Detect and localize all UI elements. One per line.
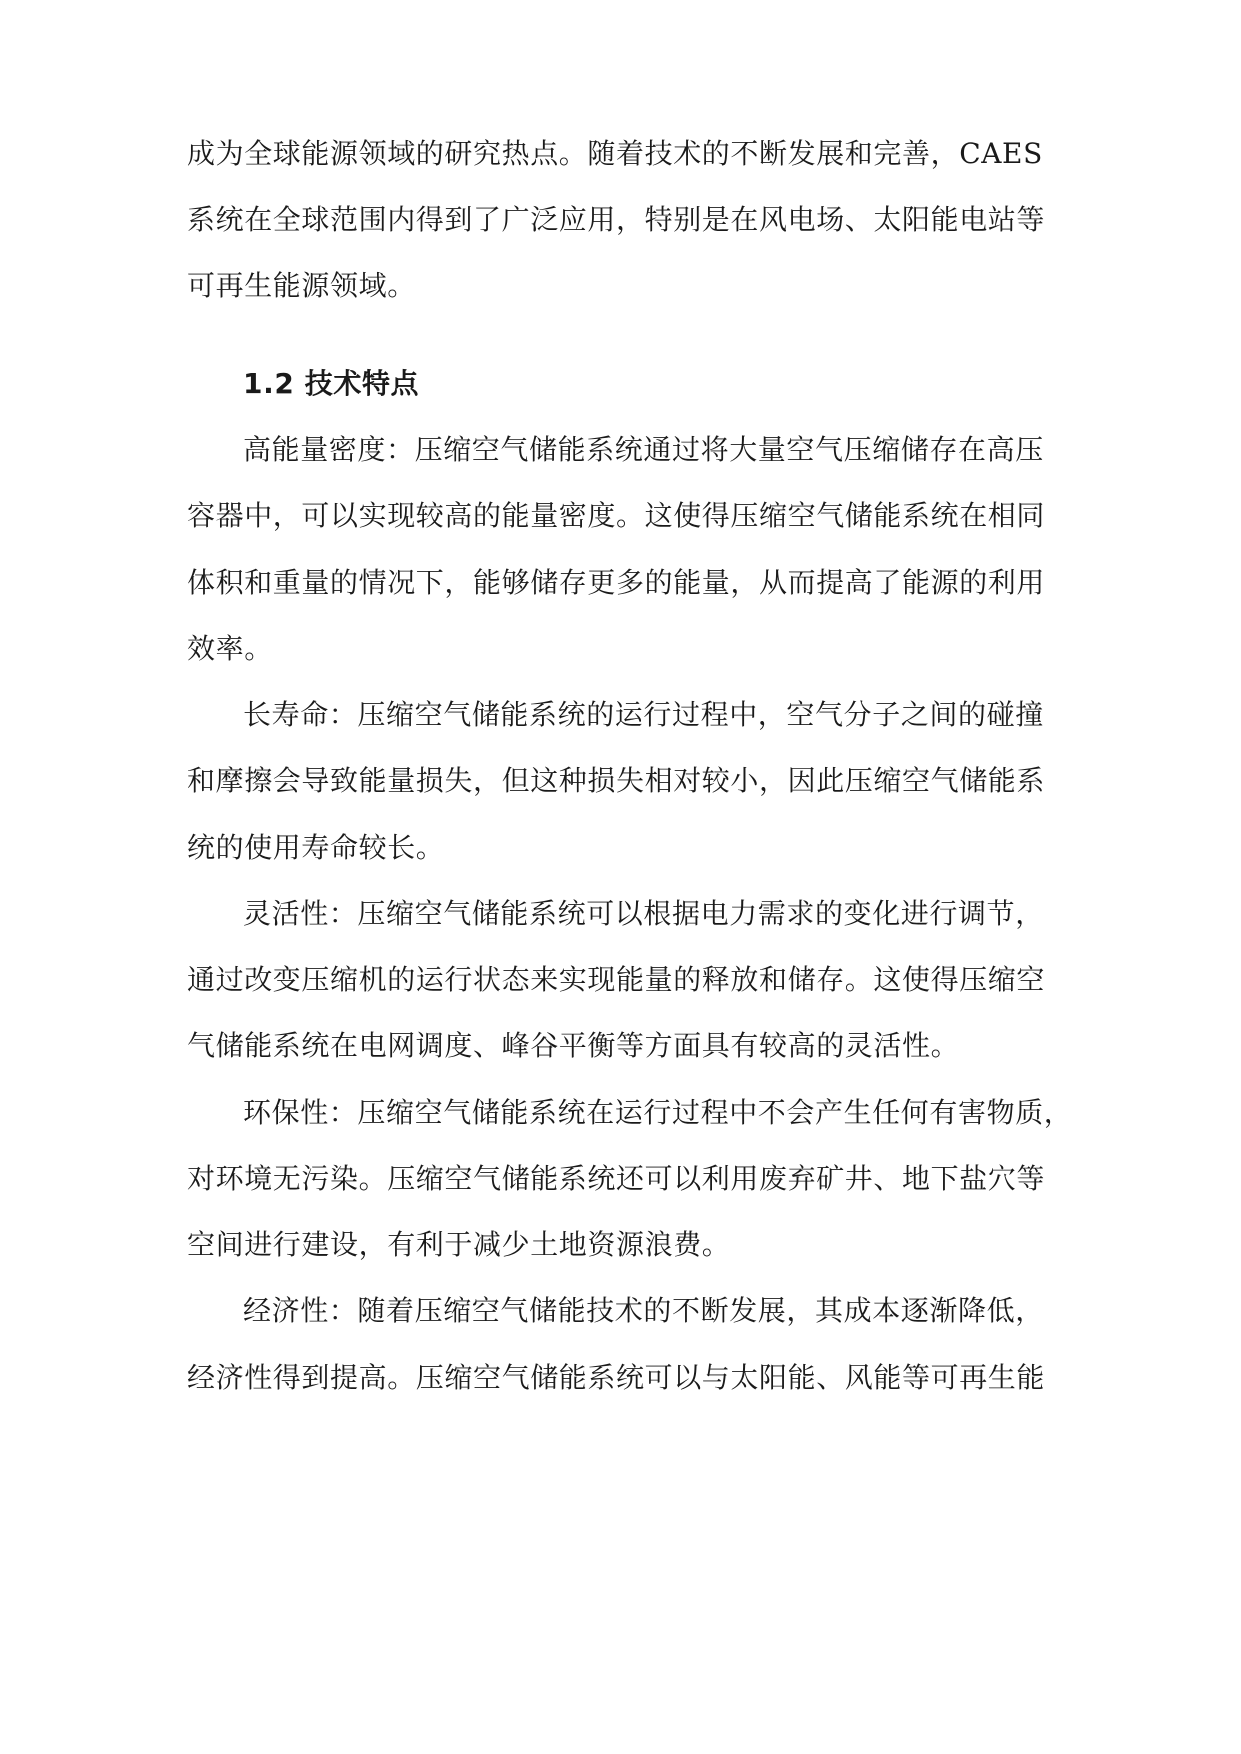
paragraph-energy-density-line-4: 效率。 — [187, 632, 273, 665]
paragraph-energy-density-line-2: 容器中，可以实现较高的能量密度。这使得压缩空气储能系统在相同 — [187, 499, 1046, 532]
paragraph-environment-line-1: 环保性：压缩空气储能系统在运行过程中不会产生任何有害物质， — [243, 1096, 1073, 1129]
paragraph-flexibility-line-2: 通过改变压缩机的运行状态来实现能量的释放和储存。这使得压缩空 — [187, 963, 1046, 996]
paragraph-energy-density-line-3: 体积和重量的情况下，能够储存更多的能量，从而提高了能源的利用 — [187, 566, 1046, 599]
paragraph-economy-line-1: 经济性：随着压缩空气储能技术的不断发展，其成本逐渐降低， — [243, 1294, 1044, 1327]
paragraph-intro-line-1: 成为全球能源领域的研究热点。随着技术的不断发展和完善，CAES — [187, 137, 1043, 170]
section-heading: 1.2 技术特点 — [243, 367, 420, 400]
paragraph-flexibility-line-3: 气储能系统在电网调度、峰谷平衡等方面具有较高的灵活性。 — [187, 1029, 960, 1062]
paragraph-intro-line-3: 可再生能源领域。 — [187, 269, 416, 302]
paragraph-environment-line-3: 空间进行建设，有利于减少土地资源浪费。 — [187, 1228, 731, 1261]
paragraph-long-life-line-3: 统的使用寿命较长。 — [187, 831, 445, 864]
paragraph-economy-line-2: 经济性得到提高。压缩空气储能系统可以与太阳能、风能等可再生能 — [187, 1361, 1046, 1394]
paragraph-long-life-line-1: 长寿命：压缩空气储能系统的运行过程中，空气分子之间的碰撞 — [243, 698, 1044, 731]
paragraph-environment-line-2: 对环境无污染。压缩空气储能系统还可以利用废弃矿井、地下盐穴等 — [187, 1162, 1046, 1195]
paragraph-long-life-line-2: 和摩擦会导致能量损失，但这种损失相对较小，因此压缩空气储能系 — [187, 764, 1046, 797]
paragraph-energy-density-line-1: 高能量密度：压缩空气储能系统通过将大量空气压缩储存在高压 — [243, 433, 1044, 466]
paragraph-intro-line-2: 系统在全球范围内得到了广泛应用，特别是在风电场、太阳能电站等 — [187, 203, 1046, 236]
paragraph-flexibility-line-1: 灵活性：压缩空气储能系统可以根据电力需求的变化进行调节， — [243, 897, 1044, 930]
